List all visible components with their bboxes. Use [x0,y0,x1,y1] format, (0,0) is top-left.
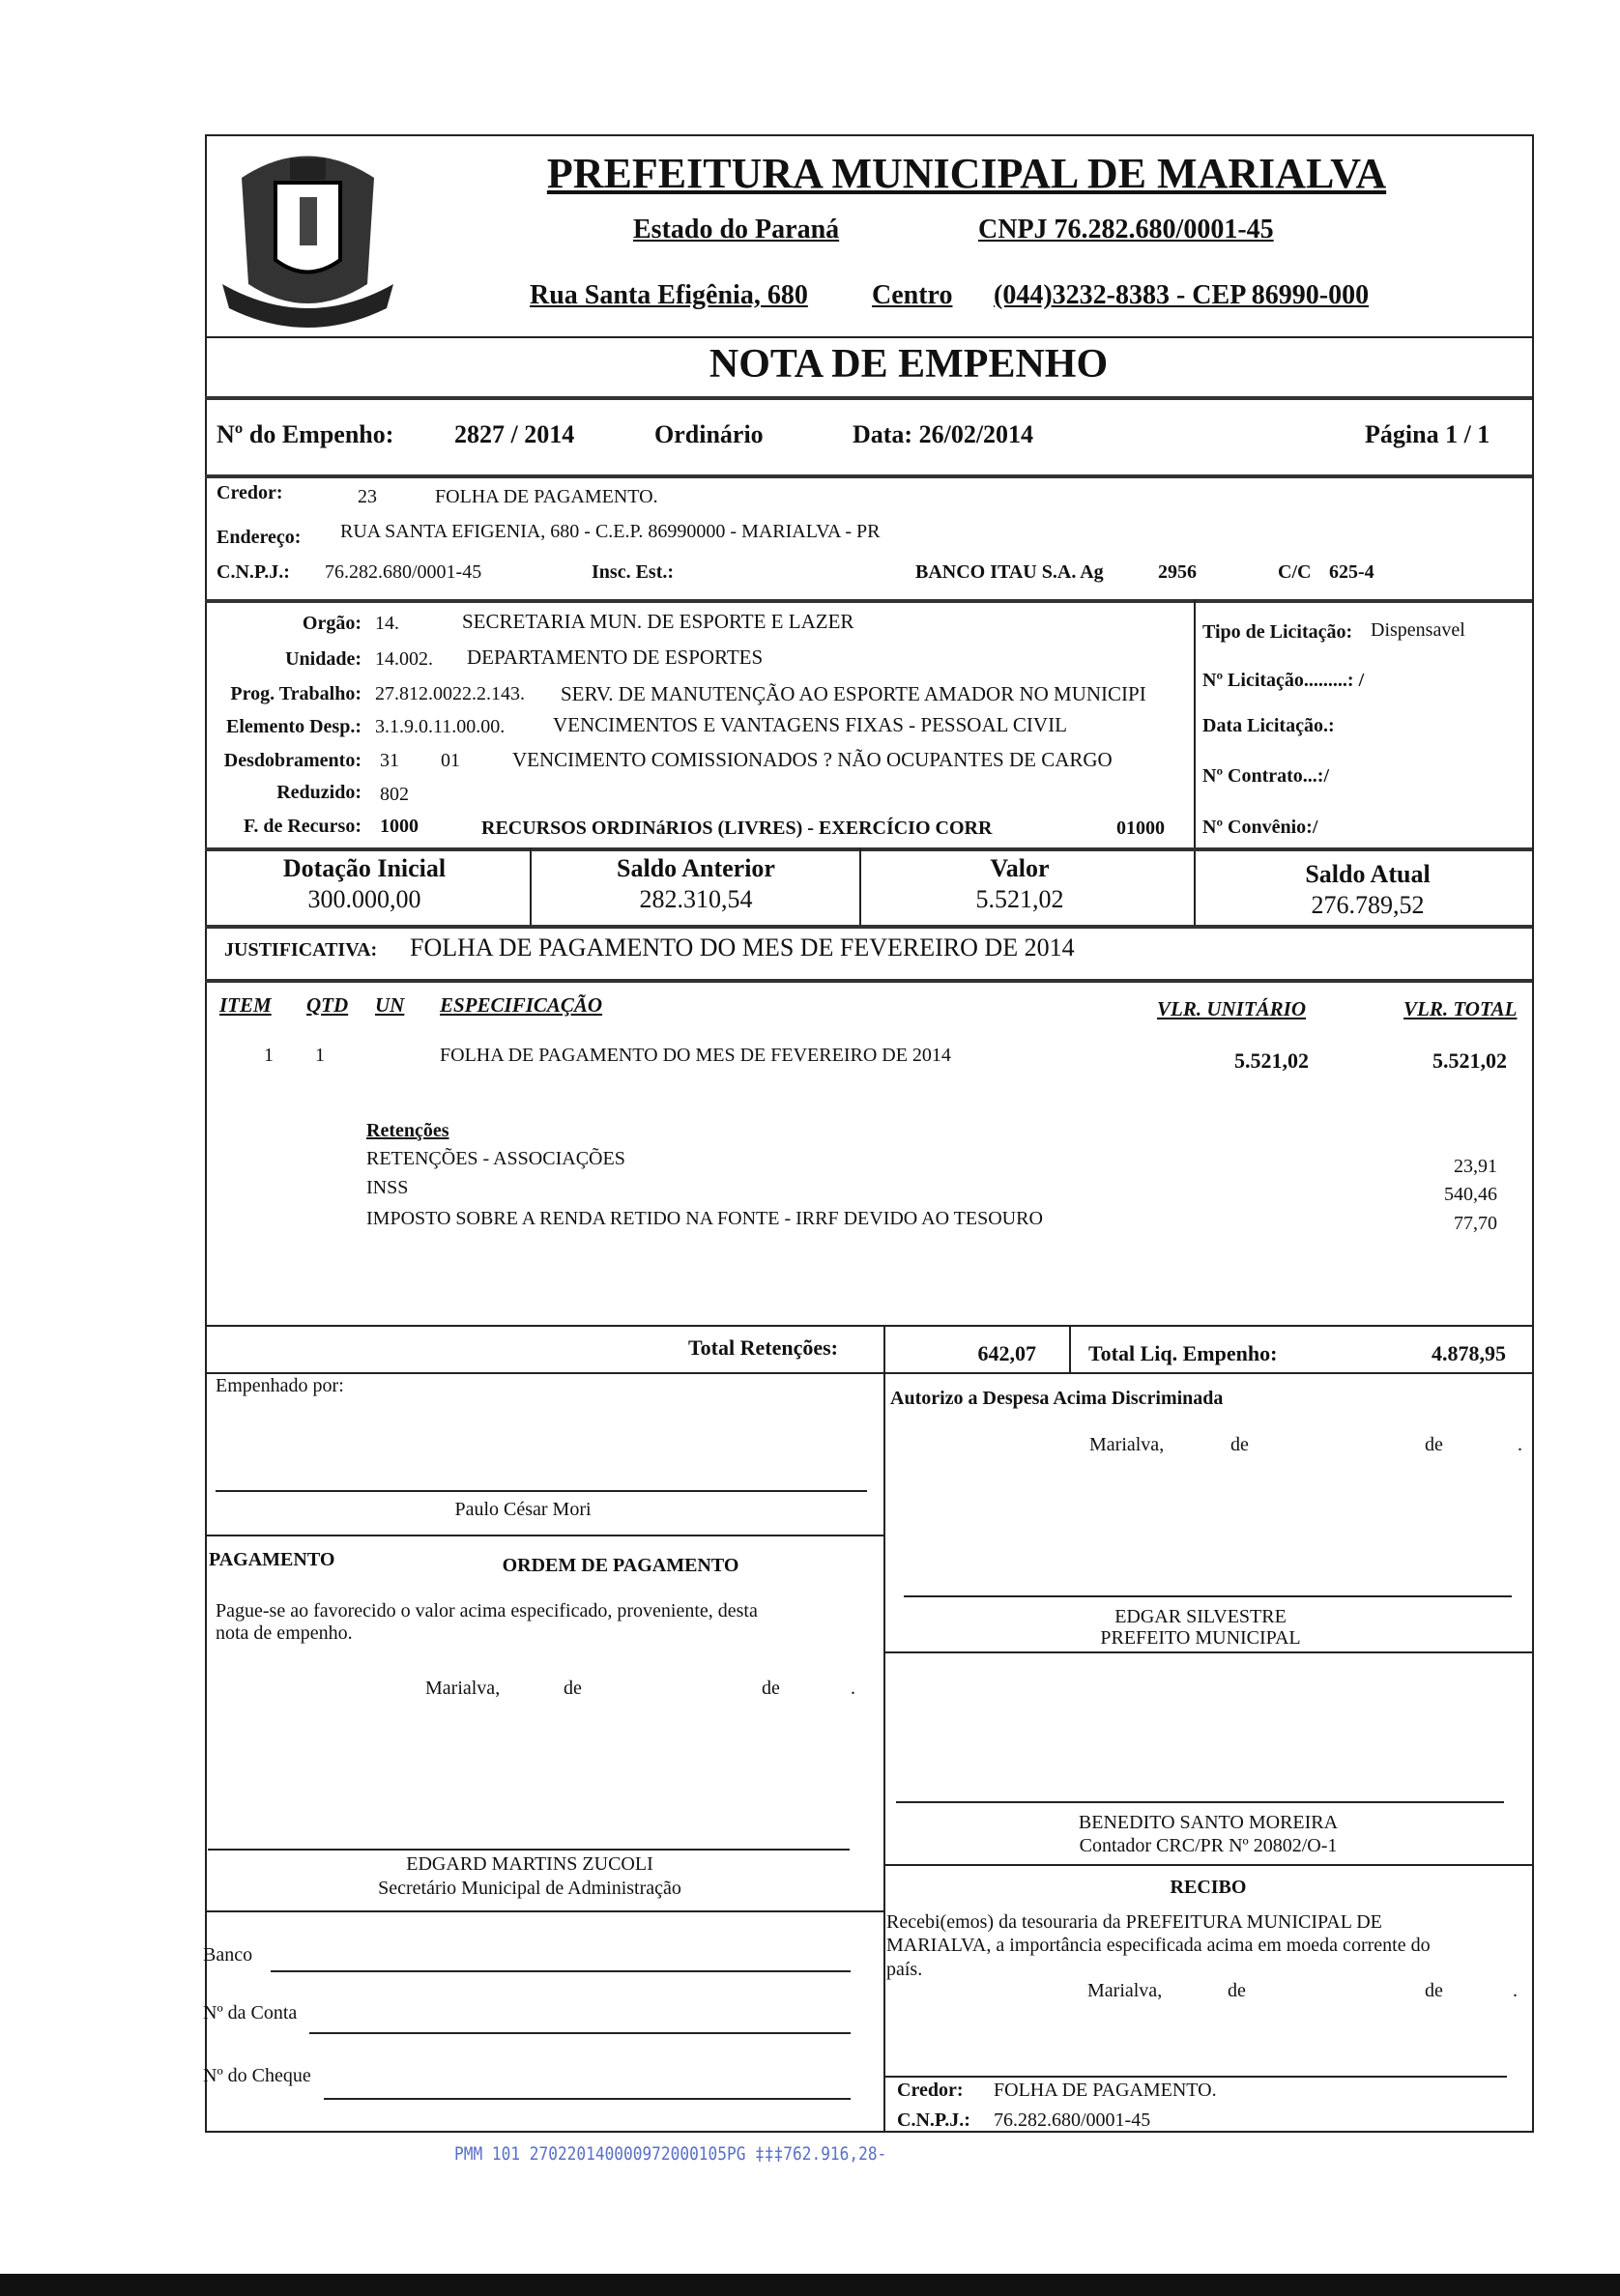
recurso-desc: RECURSOS ORDINáRIOS (LIVRES) - EXERCÍCIO CORR [481,818,993,839]
date-de: de [1425,1434,1443,1455]
municipality-title: PREFEITURA MUNICIPAL DE MARIALVA [546,150,1387,197]
justificativa-label: JUSTIFICATIVA: [224,939,378,961]
desdobramento-desc: VENCIMENTO COMISSIONADOS ? NÃO OCUPANTES DE CARGO [512,748,1113,771]
item-unit-value: 5.521,02 [1234,1048,1309,1073]
prog-trabalho-label: Prog. Trabalho: [230,683,362,704]
credor-label: Credor: [217,482,283,503]
data-licitacao: Data Licitação.: [1202,715,1335,736]
retencao-value: 77,70 [1454,1213,1497,1234]
insc-est-label: Insc. Est.: [592,561,675,583]
empenho-date: Data: 26/02/2014 [853,420,1034,448]
accountant-title: Contador CRC/PR Nº 20802/O-1 [1079,1835,1338,1856]
bank-name: BANCO ITAU S.A. Ag [915,561,1104,583]
header-cnpj: CNPJ 76.282.680/0001-45 [978,215,1274,244]
recibo-cnpj: 76.282.680/0001-45 [994,2109,1151,2131]
tipo-licitacao-label: Tipo de Licitação: [1202,621,1353,643]
col-spec: ESPECIFICAÇÃO [440,993,603,1017]
place-label: Marialva, [1087,1980,1163,2001]
admin-name: EDGARD MARTINS ZUCOLI [406,1853,653,1875]
empenhado-por-label: Empenhado por: [216,1375,344,1396]
page-number: Página 1 / 1 [1365,420,1490,448]
desdobramento-code: 31 [380,750,399,771]
mayor-name: EDGAR SILVESTRE [1114,1606,1287,1627]
unidade-label: Unidade: [285,648,362,670]
retencoes-title: Retenções [366,1120,449,1141]
recibo-credor: FOLHA DE PAGAMENTO. [994,2080,1217,2101]
cc-label: C/C [1278,561,1312,583]
cnpj-label: C.N.P.J.: [217,561,290,583]
retencao-value: 23,91 [1454,1156,1497,1177]
elemento-label: Elemento Desp.: [226,716,362,737]
bank-agency: 2956 [1158,561,1197,583]
total-retencoes-label: Total Retenções: [688,1335,838,1360]
reduzido-code: 802 [380,784,409,805]
contrato-number: Nº Contrato...:/ [1202,765,1330,787]
tipo-licitacao-value: Dispensavel [1371,619,1465,641]
scan-edge [0,2274,1620,2296]
cc-number: 625-4 [1329,561,1374,583]
dotacao-value: 300.000,00 [307,885,421,913]
retencao-label: RETENÇÕES - ASSOCIAÇÕES [366,1148,625,1169]
total-liq-label: Total Liq. Empenho: [1088,1341,1278,1365]
col-total-value: VLR. TOTAL [1403,997,1518,1020]
recurso-code: 1000 [380,816,419,837]
unidade-desc: DEPARTAMENTO DE ESPORTES [467,646,764,669]
elemento-code: 3.1.9.0.11.00.00. [375,716,506,737]
accountant-name: BENEDITO SANTO MOREIRA [1078,1812,1339,1833]
desdobramento-code2: 01 [441,750,460,771]
empenho-number: 2827 / 2014 [454,420,575,448]
state-name: Estado do Paraná [633,215,840,244]
saldo-atual-value: 276.789,52 [1311,891,1425,919]
creditor-cnpj: 76.282.680/0001-45 [325,561,482,583]
empenho-label: Nº do Empenho: [217,420,394,448]
orgao-desc: SECRETARIA MUN. DE ESPORTE E LAZER [462,610,854,633]
saldo-anterior-label: Saldo Anterior [617,854,775,882]
item-number: 1 [264,1045,274,1066]
date-de: de [1228,1980,1246,2001]
mayor-title: PREFEITO MUNICIPAL [1100,1627,1301,1649]
valor-value: 5.521,02 [975,885,1064,913]
pague-se-text: Pague-se ao favorecido o valor acima especificado, proveniente, desta [216,1600,758,1622]
total-liq-value: 4.878,95 [1432,1341,1506,1365]
recibo-title: RECIBO [1170,1877,1247,1898]
col-un: UN [375,993,405,1017]
justificativa-text: FOLHA DE PAGAMENTO DO MES DE FEVEREIRO DE 2014 [410,933,1075,961]
recurso-code2: 01000 [1116,818,1165,839]
item-qtd: 1 [315,1045,325,1066]
valor-label: Valor [990,854,1050,882]
item-spec: FOLHA DE PAGAMENTO DO MES DE FEVEREIRO DE 2014 [440,1045,951,1066]
recurso-label: F. de Recurso: [243,816,362,837]
col-unit-value: VLR. UNITÁRIO [1157,997,1307,1020]
dotacao-label: Dotação Inicial [282,854,447,882]
item-total-value: 5.521,02 [1432,1048,1507,1073]
unidade-code: 14.002. [375,648,433,670]
orgao-label: Orgão: [302,613,362,634]
empenho-type: Ordinário [654,420,764,448]
saldo-atual-label: Saldo Atual [1305,860,1431,888]
saldo-anterior-value: 282.310,54 [639,885,753,913]
address-label: Endereço: [217,527,302,548]
retencao-label: IMPOSTO SOBRE A RENDA RETIDO NA FONTE - IRRF DEVIDO AO TESOURO [366,1208,1043,1229]
banco-label: Banco [203,1944,253,1966]
machine-stamp: PMM 101 27022014000097200010​5PG ‡‡‡762.916,28- [454,2143,887,2165]
place-label: Marialva, [1089,1434,1165,1455]
date-de: de [1425,1980,1443,2001]
conta-label: Nº da Conta [203,2002,298,2023]
coat-of-arms-logo [213,139,403,330]
date-de: de [564,1678,582,1699]
credor-code: 23 [358,486,377,507]
autorizo-label: Autorizo a Despesa Acima Discriminada [890,1388,1224,1409]
licitacao-number: Nº Licitação.........: / [1202,670,1365,691]
conta-field[interactable] [309,2032,851,2034]
document-title: NOTA DE EMPENHO [709,342,1109,387]
street-address: Rua Santa Efigênia, 680 [530,280,808,310]
recibo-text: Recebi(emos) da tesouraria da PREFEITURA MUNICIPAL DE [886,1911,1382,1933]
total-retencoes-value: 642,07 [977,1341,1036,1365]
retencao-label: INSS [366,1177,409,1198]
district: Centro [872,280,953,310]
admin-title: Secretário Municipal de Administração [378,1878,681,1899]
retencao-value: 540,46 [1444,1184,1497,1205]
convenio-number: Nº Convênio:/ [1202,817,1318,838]
credor-name: FOLHA DE PAGAMENTO. [435,486,658,507]
col-qtd: QTD [306,993,349,1017]
address: RUA SANTA EFIGENIA, 680 - C.E.P. 86990000 - MARIALVA - PR [340,521,881,542]
cheque-field[interactable] [324,2098,851,2100]
date-dot: . [1518,1434,1522,1455]
phone-cep: (044)3232-8383 - CEP 86990-000 [994,280,1370,310]
date-dot: . [851,1678,855,1699]
date-de: de [1230,1434,1249,1455]
empenhado-por-name: Paulo César Mori [454,1499,592,1520]
orgao-code: 14. [375,613,399,634]
reduzido-label: Reduzido: [276,782,362,803]
recibo-text-2: MARIALVA, a importância especificada acima em moeda corrente do [886,1935,1431,1956]
place-label: Marialva, [425,1678,501,1699]
banco-field[interactable] [271,1970,851,1972]
elemento-desc: VENCIMENTOS E VANTAGENS FIXAS - PESSOAL CIVIL [553,713,1067,736]
date-de: de [762,1678,780,1699]
pague-se-text-2: nota de empenho. [216,1622,353,1644]
recibo-text-3: país. [886,1959,923,1980]
recibo-credor-label: Credor: [897,2080,964,2101]
col-item: ITEM [219,993,272,1017]
pagamento-label: PAGAMENTO [209,1549,335,1570]
date-dot: . [1513,1980,1518,2001]
desdobramento-label: Desdobramento: [223,750,362,771]
cheque-label: Nº do Cheque [203,2065,311,2086]
ordem-pagamento-label: ORDEM DE PAGAMENTO [502,1555,739,1576]
prog-trabalho-desc: SERV. DE MANUTENÇÃO AO ESPORTE AMADOR NO MUNICIPI [561,682,1146,705]
prog-trabalho-code: 27.812.0022.2.143. [375,683,525,704]
recibo-cnpj-label: C.N.P.J.: [897,2109,970,2131]
